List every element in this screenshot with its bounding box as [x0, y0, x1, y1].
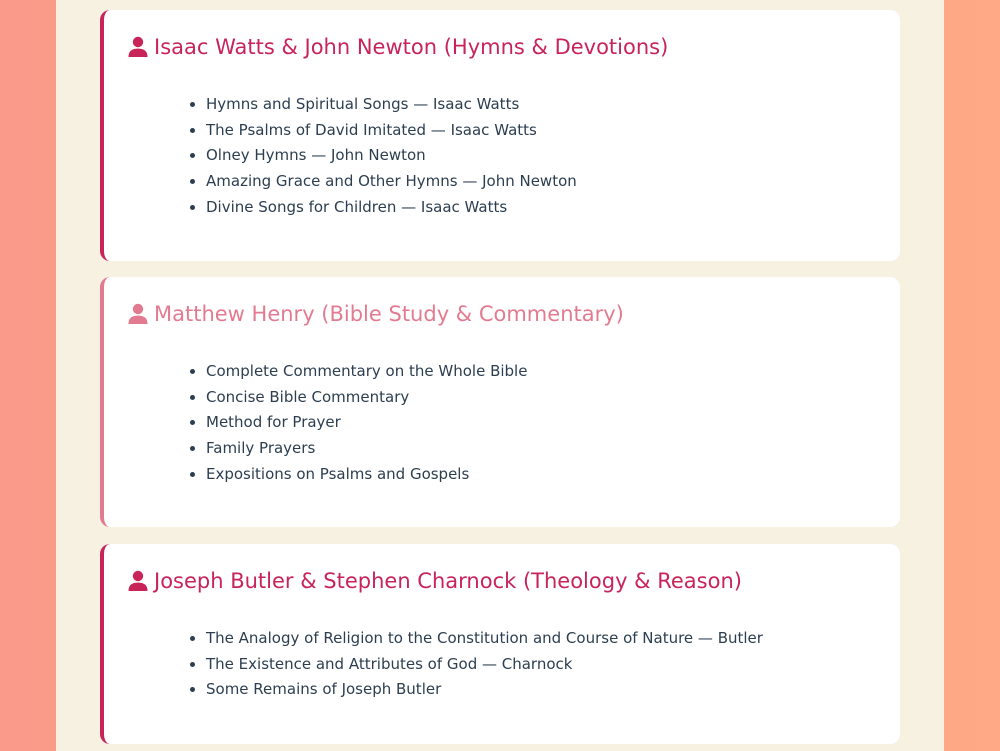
- section-heading: [128, 299, 624, 329]
- section-heading: [128, 32, 668, 62]
- list-item: • The Analogy of Religion to the Constitution and Course of Nature — Butler: [206, 626, 763, 652]
- person-icon: [128, 570, 148, 592]
- list-item: • Divine Songs for Children — Isaac Watts: [206, 195, 577, 221]
- list-item: • Complete Commentary on the Whole Bible: [206, 359, 527, 385]
- author-section-henry: [100, 277, 900, 527]
- book-list: [188, 359, 527, 488]
- author-section-butler-charnock: [100, 544, 900, 744]
- book-list: [188, 92, 577, 221]
- list-item: • Some Remains of Joseph Butler: [206, 677, 763, 703]
- list-item: • Expositions on Psalms and Gospels: [206, 462, 527, 488]
- person-icon: [128, 303, 148, 325]
- list-item: • Method for Prayer: [206, 410, 527, 436]
- list-item: • Family Prayers: [206, 436, 527, 462]
- author-section-watts-newton: [100, 10, 900, 261]
- list-item: • Hymns and Spiritual Songs — Isaac Watts: [206, 92, 577, 118]
- list-item: • The Existence and Attributes of God — Charnock: [206, 652, 763, 678]
- section-heading: [128, 566, 742, 596]
- section-title: Isaac Watts & John Newton (Hymns & Devotions): [154, 35, 669, 59]
- list-item: • Olney Hymns — John Newton: [206, 143, 577, 169]
- list-item: • Amazing Grace and Other Hymns — John Newton: [206, 169, 577, 195]
- book-list: [188, 626, 763, 703]
- list-item: • Concise Bible Commentary: [206, 385, 527, 411]
- list-item: • The Psalms of David Imitated — Isaac Watts: [206, 118, 577, 144]
- section-title: Joseph Butler & Stephen Charnock (Theology & Reason): [154, 569, 742, 593]
- person-icon: [128, 36, 148, 58]
- section-title: Matthew Henry (Bible Study & Commentary): [154, 302, 624, 326]
